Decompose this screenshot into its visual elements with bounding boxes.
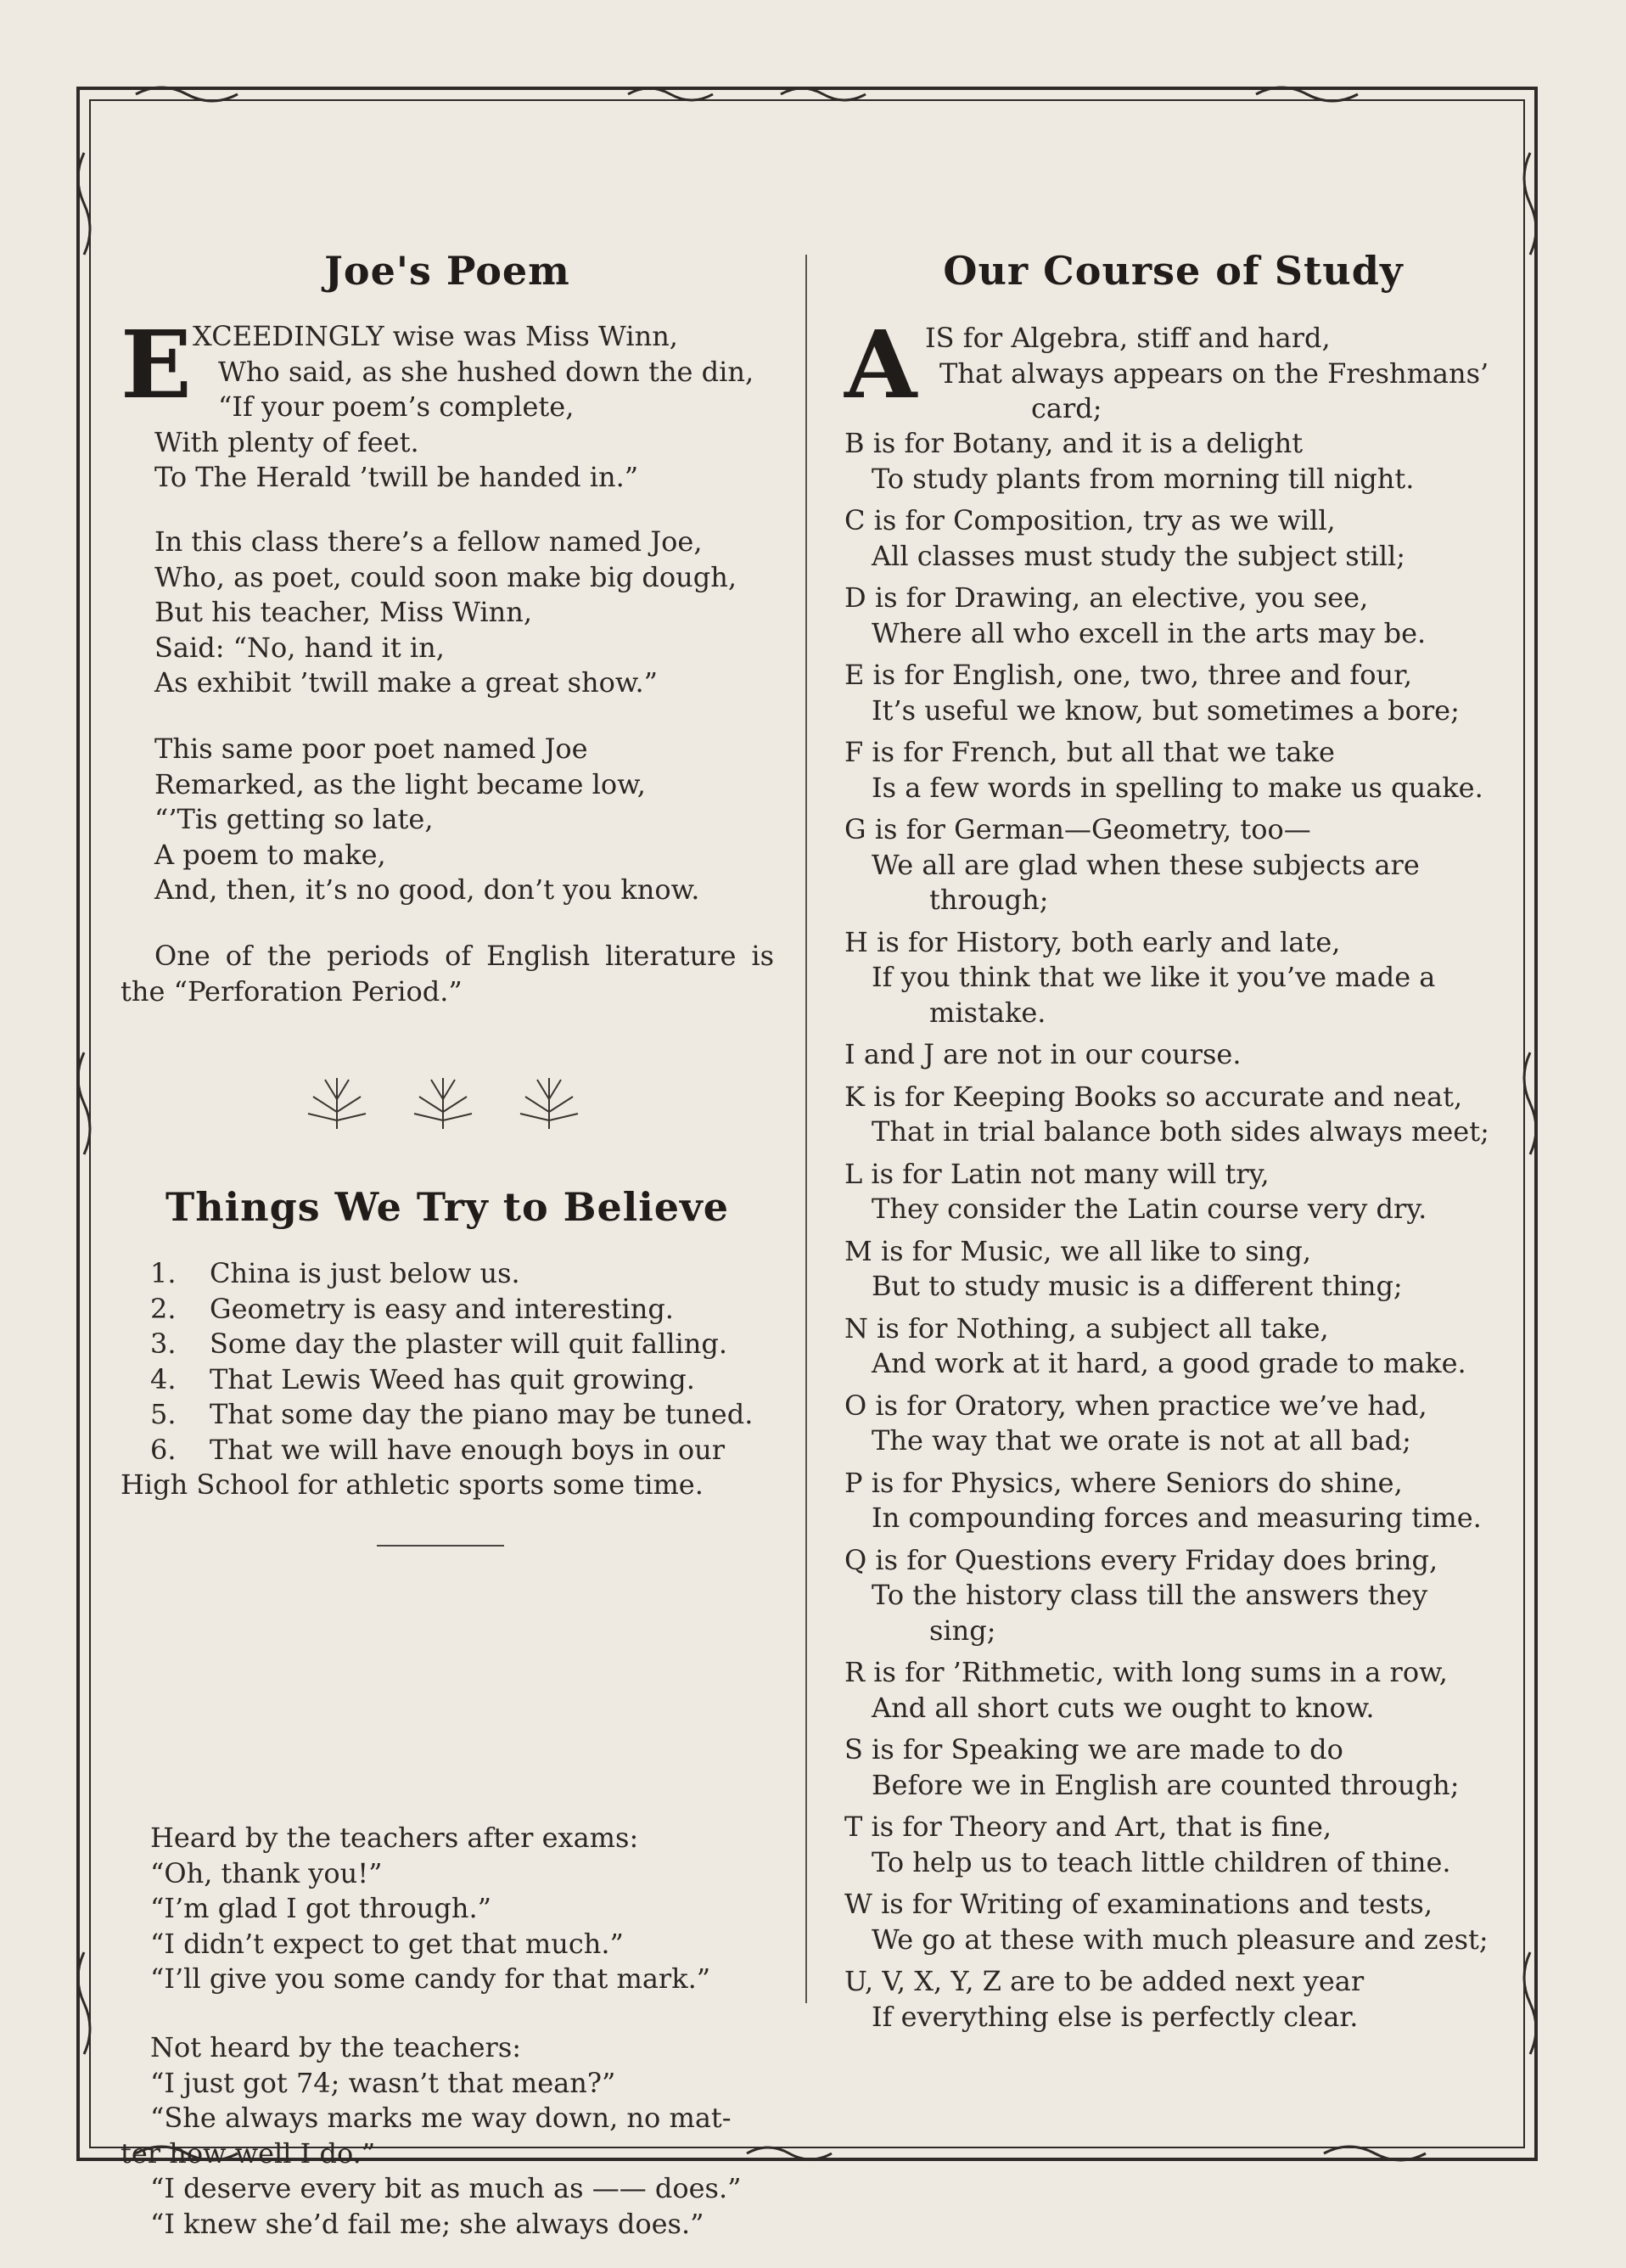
periods-note (121, 939, 774, 1009)
stanza-line: And, then, it’s no good, don’t you know. (154, 873, 700, 906)
stanza-line: XCEEDINGLY wise was Miss Winn, (193, 320, 678, 352)
study-entry (844, 1389, 1502, 1459)
entry-line: To study plants from morning till night. (872, 462, 1415, 495)
study-a-entry (844, 310, 1502, 427)
study-entry (844, 735, 1502, 806)
list-item (121, 1397, 774, 1433)
entry-line: If you think that we like it you’ve made a (872, 961, 1436, 993)
heard-intro: Heard by the teachers after exams: (150, 1822, 639, 1854)
entry-line: In compounding forces and measuring time. (872, 1502, 1482, 1534)
entry-line: Is a few words in spelling to make us quake. (872, 771, 1483, 804)
list-item-continuation: High School for athletic sports some time. (121, 1468, 704, 1501)
list-item (121, 1433, 774, 1468)
quote-line: “I didn’t expect to get that much.” (150, 1927, 624, 1960)
entry-line: W is for Writing of examinations and tests, (844, 1888, 1433, 1920)
stanza-line: As exhibit ’twill make a great show.” (154, 666, 658, 699)
entry-line: To the history class till the answers they (872, 1579, 1428, 1611)
entry-line: To help us to teach little children of thine. (872, 1845, 1451, 1878)
quote-line: “I’m glad I got through.” (150, 1892, 491, 1924)
note-line: One of the periods of English literature is (154, 940, 774, 972)
study-entry (844, 1887, 1502, 1957)
entry-line: Q is for Questions every Friday does bring, (844, 1543, 1438, 1576)
item-number: 2. (150, 1292, 177, 1325)
study-entry (844, 1964, 1502, 2035)
study-dropcap: A (844, 310, 917, 419)
not-heard-by-teachers (121, 2030, 774, 2242)
entry-line: P is for Physics, where Seniors do shine, (844, 1466, 1403, 1499)
entry-line: If everything else is perfectly clear. (872, 2000, 1359, 2033)
stanza-line: To The Herald ’twill be handed in.” (154, 461, 639, 493)
study-entry (844, 1810, 1502, 1880)
stanza-line: Who said, as she hushed down the din, (218, 355, 754, 388)
study-entries (844, 426, 1502, 2041)
item-text: That Lewis Weed has quit growing. (210, 1362, 695, 1395)
entry-line: card; (1031, 392, 1102, 424)
entry-line: R is for ’Rithmetic, with long sums in a row, (844, 1656, 1448, 1688)
entry-line: Where all who excell in the arts may be. (872, 616, 1427, 649)
entry-line: K is for Keeping Books so accurate and neat, (844, 1080, 1463, 1113)
entry-line: T is for Theory and Art, that is fine, (844, 1810, 1332, 1843)
column-divider (805, 255, 807, 2003)
list-item (121, 1327, 774, 1362)
heard-by-teachers (121, 1821, 804, 1997)
study-entry (844, 503, 1502, 574)
list-item (121, 1292, 774, 1328)
stanza-line: “’Tis getting so late, (154, 803, 434, 835)
stanza-line: Said: “No, hand it in, (154, 631, 445, 664)
leaf-ornament-row (303, 1069, 583, 1137)
study-entry (844, 1311, 1502, 1382)
study-entry (844, 1466, 1502, 1536)
quote-line: ter how well I do.” (121, 2136, 376, 2170)
quote-line: “Oh, thank you!” (150, 1856, 383, 1889)
note-line: the “Perforation Period.” (121, 974, 463, 1008)
quote-line: “I deserve every bit as much as —— does.” (150, 2172, 742, 2204)
entry-line: O is for Oratory, when practice we’ve had, (844, 1389, 1427, 1422)
entry-line: B is for Botany, and it is a delight (844, 427, 1304, 459)
item-text: Geometry is easy and interesting. (210, 1292, 674, 1325)
entry-line: And all short cuts we ought to know. (872, 1691, 1375, 1724)
course-of-study-title: Our Course of Study (943, 248, 1404, 294)
stanza-line: A poem to make, (154, 838, 386, 871)
not-heard-intro: Not heard by the teachers: (150, 2031, 522, 2063)
study-entry (844, 1543, 1502, 1649)
entry-line: E is for English, one, two, three and four, (844, 659, 1413, 691)
study-entry (844, 1157, 1502, 1227)
poem-stanza-3 (121, 732, 808, 908)
item-number: 3. (150, 1328, 177, 1360)
study-entry (844, 1234, 1502, 1305)
leaf-ornament-icon (414, 1078, 472, 1129)
item-number: 4. (150, 1362, 177, 1395)
things-list (121, 1256, 774, 1503)
study-entry (844, 1655, 1502, 1726)
poem-dropcap: E (121, 310, 192, 419)
stanza-line: This same poor poet named Joe (154, 733, 588, 765)
item-text: That we will have enough boys in our (210, 1433, 725, 1466)
entry-line: It’s useful we know, but sometimes a bore; (872, 693, 1460, 727)
entry-line: But to study music is a different thing; (872, 1270, 1403, 1302)
entry-line: Before we in English are counted through; (872, 1768, 1460, 1801)
study-entry (844, 1037, 1502, 1073)
stanza-line: Remarked, as the light became low, (154, 767, 646, 800)
list-item (121, 1256, 774, 1292)
leaf-ornament-icon (308, 1078, 366, 1129)
quote-line: “I just got 74; wasn’t that mean?” (150, 2066, 616, 2099)
entry-line: through; (929, 884, 1049, 916)
study-entry (844, 658, 1502, 728)
entry-line: We go at these with much pleasure and zest; (872, 1923, 1489, 1956)
entry-line: G is for German—Geometry, too— (844, 813, 1311, 845)
joes-poem-title: Joe's Poem (324, 248, 570, 294)
things-we-try-title: Things We Try to Believe (165, 1184, 730, 1230)
study-entry (844, 1732, 1502, 1803)
leaf-ornament-icon (520, 1078, 578, 1129)
stanza-line: Who, as poet, could soon make big dough, (154, 560, 737, 593)
entry-line: D is for Drawing, an elective, you see, (844, 581, 1369, 614)
section-rule (377, 1545, 504, 1547)
quote-line: “I knew she’d fail me; she always does.” (150, 2207, 704, 2240)
stanza-line: But his teacher, Miss Winn, (154, 596, 533, 628)
entry-line: U, V, X, Y, Z are to be added next year (844, 1965, 1365, 1997)
entry-line: L is for Latin not many will try, (844, 1157, 1270, 1190)
poem-stanza-1 (121, 310, 774, 496)
entry-line: C is for Composition, try as we will, (844, 504, 1336, 536)
study-entry (844, 1080, 1502, 1150)
entry-line: F is for French, but all that we take (844, 736, 1335, 768)
study-entry (844, 426, 1502, 497)
entry-line: N is for Nothing, a subject all take, (844, 1311, 1329, 1345)
quote-line: “She always marks me way down, no mat- (150, 2102, 732, 2134)
entry-line: M is for Music, we all like to sing, (844, 1234, 1312, 1267)
item-text: Some day the plaster will quit falling. (210, 1328, 728, 1360)
item-number: 5. (150, 1398, 177, 1430)
study-entry (844, 581, 1502, 651)
entry-line: All classes must study the subject still; (872, 539, 1406, 572)
stanza-line: With plenty of feet. (154, 425, 419, 458)
entry-line: That in trial balance both sides always meet; (872, 1115, 1489, 1148)
entry-line: I and J are not in our course. (844, 1038, 1242, 1070)
poem-stanza-2 (121, 525, 808, 701)
stanza-line: “If your poem’s complete, (218, 390, 575, 423)
entry-line: We all are glad when these subjects are (872, 848, 1420, 881)
entry-line: H is for History, both early and late, (844, 925, 1341, 958)
entry-line: mistake. (929, 996, 1046, 1029)
item-number: 1. (150, 1257, 177, 1289)
entry-line: The way that we orate is not at all bad; (872, 1424, 1411, 1457)
stanza-line: In this class there’s a fellow named Joe, (154, 525, 703, 558)
entry-line: S is for Speaking we are made to do (844, 1733, 1343, 1766)
study-entry (844, 925, 1502, 1031)
item-number: 6. (150, 1433, 177, 1466)
item-text: China is just below us. (210, 1257, 520, 1289)
item-text: That some day the piano may be tuned. (210, 1398, 754, 1430)
study-entry (844, 812, 1502, 918)
entry-line: sing; (929, 1614, 996, 1647)
entry-line: That always appears on the Freshmans’ (939, 356, 1489, 390)
entry-line: And work at it hard, a good grade to make. (872, 1347, 1466, 1379)
list-item (121, 1362, 774, 1398)
entry-line: IS for Algebra, stiff and hard, (925, 322, 1331, 354)
quote-line: “I’ll give you some candy for that mark.” (150, 1962, 711, 1995)
entry-line: They consider the Latin course very dry. (872, 1193, 1427, 1225)
